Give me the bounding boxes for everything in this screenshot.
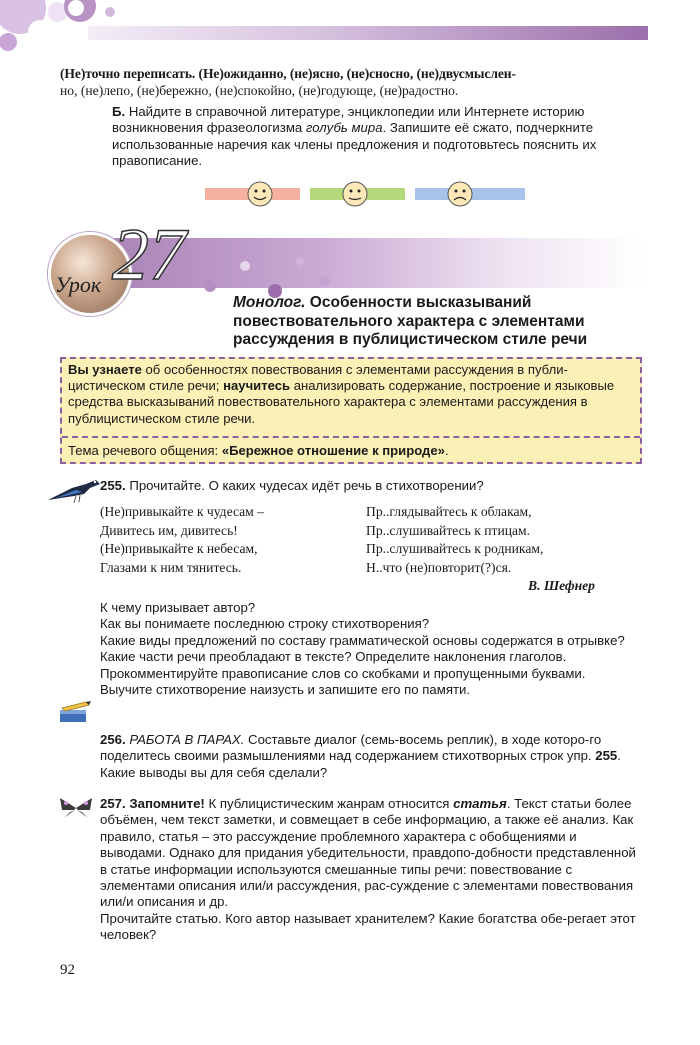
poem-line: Н..что (не)повторит(?)ся. [366,559,512,575]
ex257 [100,796,645,944]
question: К чему призывает автор? [100,600,256,615]
poem-line: Пр..глядывайтесь к облакам, [366,504,532,519]
task-b-phrase: голубь мира [305,120,383,136]
task-b-letter: Б. [112,104,126,119]
task-b: Б. Найдите в справочной литературе, энциклопедии или Интернете историю возникновения фразеологизма голубь мира. Запишите её сжато, подчеркните использованные наречия как члены предложения и подготовьтесь пояснить их правописание. [112,104,597,169]
butterfly-icon [56,794,96,822]
happy-face-icon [248,182,272,206]
question: Как вы понимаете последнюю строку стихотворения? [100,616,430,632]
poem-right-column [366,503,646,577]
intro-line-1: (Не)точно переписать. (Не)ожиданно, (не)ясно, (не)сносно, (не)двусмыслен- [60,66,516,81]
poem-line: Пр..слушивайтесь к родникам, [366,541,544,556]
header-bar [88,26,648,40]
intro-line-2: но, (не)лепо, (не)бережно, (не)спокойно, (не)годующе, (не)радостно. [60,83,459,98]
bird-icon [46,474,102,504]
goals-text: Вы узнаете об особенностях повествования с элементами рассуждения в публи-цистическом стиле речи; научитесь анализировать содержание, построение и языковые средства высказываний повествовательного характера с элементами рассуждения в публицистическом стиле речи. [68,362,615,426]
ex255-heading: 255. Прочитайте. О каких чудесах идёт речь в стихотворении? [100,478,484,493]
questions-list [100,600,645,698]
sad-face-icon [448,182,472,206]
page-number: 92 [60,962,75,978]
ex257-task: Прочитайте статью. Кого автор называет хранителем? Какие богатства обе-регает этот человек? [100,910,636,943]
poem-line: Дивитесь им, дивитесь! [100,522,238,538]
question: Прокомментируйте правописание слов со скобками и пропущенными буквами. [100,665,586,681]
poem-line: Пр..слушивайтесь к птицам. [366,522,531,538]
faces-divider [205,180,525,210]
poem-line: (Не)привыкайте к чудесам – [100,504,264,519]
poem-left-column [100,503,360,577]
theme-text: Тема речевого общения: «Бережное отношение к природе». [68,443,449,458]
poem-line: Глазами к ним тянитесь. [100,559,242,575]
question: Какие виды предложений по составу грамматической основы содержатся в отрывке? [100,632,625,648]
poem-author: В. Шефнер [528,578,595,593]
lesson-number: 27 [112,214,186,296]
question: Какие части речи преобладают в тексте? Определите наклонения глаголов. [100,649,567,665]
goals-divider [62,436,640,438]
ex257-body: 257. Запомните! К публицистическим жанрам относится статья. Текст статьи более объёмен, чем текст заметки, и совмещает в себе информацию, а также её анализ. Как правило, статья – это рассуждение проблемного характера с обобщениями и выводами. Однако для придания убедительности, правдопо-добности представленной в статье информации используются смешанные типы речи: повествование с элементами описания или/и рассуждения, рас-суждение с элементами повествования или/и описания и др. [100,796,636,910]
neutral-face-icon [343,182,367,206]
lesson-word: Урок [55,272,102,297]
notebook-pencil-icon [56,700,96,724]
ex256: 256. РАБОТА В ПАРАХ. Составьте диалог (семь-восемь реплик), в ходе которо-го поделитесь своими размышлениями над содержанием стихотворных строк упр. 255. Какие выводы вы для себя сделали? [100,732,621,780]
question: Выучите стихотворение наизусть и запишите его по памяти. [100,682,471,698]
lesson-title: Монолог. Особенности высказываний повествовательного характера с элементами рассуждения в публицистическом стиле речи [233,294,588,348]
poem-line: (Не)привыкайте к небесам, [100,541,258,556]
